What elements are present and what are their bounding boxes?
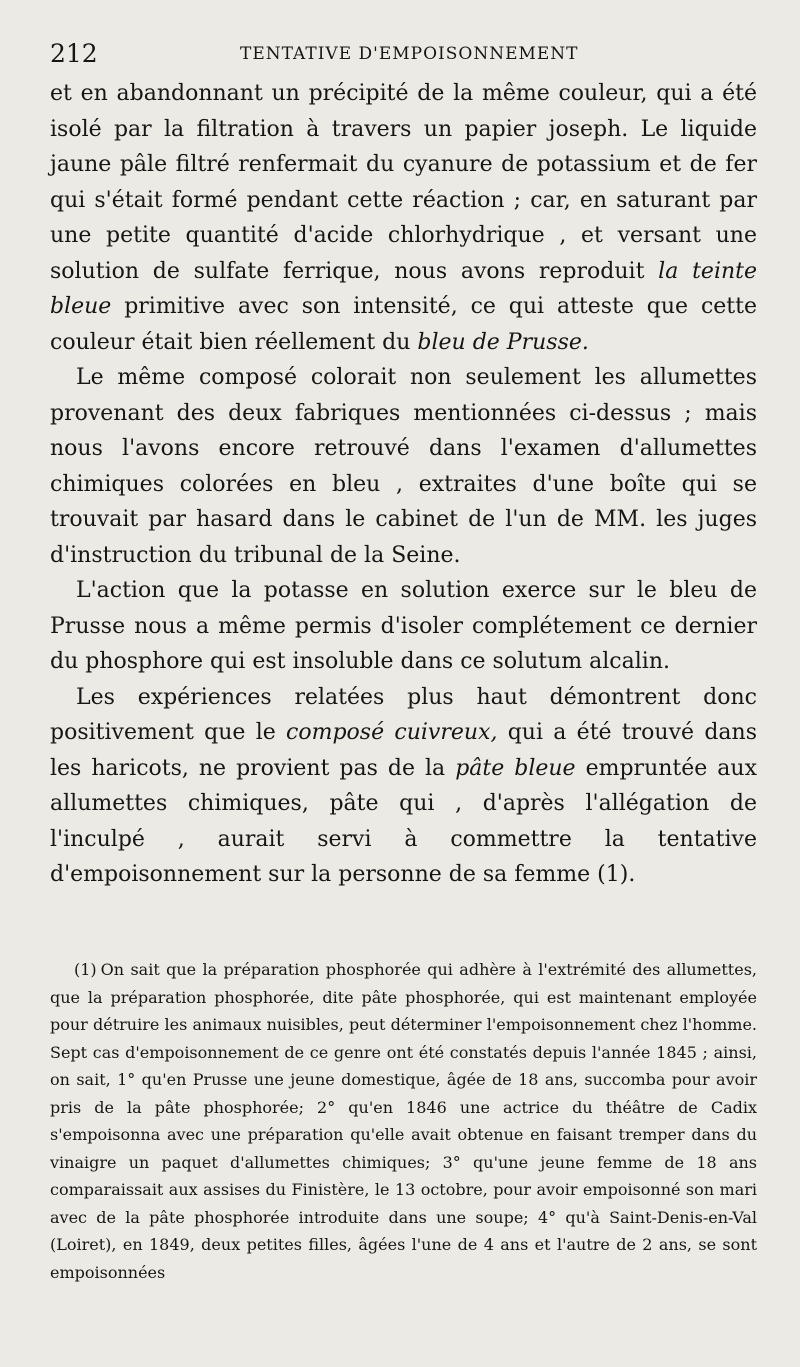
footnote (50, 956, 757, 1286)
paragraph-3 (50, 573, 757, 680)
running-head: TENTATIVE D'EMPOISONNEMENT (240, 44, 579, 64)
paragraph-1-text-b: primitive avec son intensité, ce qui atteste que cette couleur était bien réellement du (50, 294, 757, 355)
paragraph-3-text: L'action que la potasse en solution exerce sur le bleu de Prusse nous a même permis d'isoler complétement ce dernier du phosphore qui est insoluble dans ce solutum alcalin. (50, 578, 757, 674)
body-text (50, 76, 757, 893)
paragraph-1-emphasis-b: bleu de Prusse. (417, 329, 589, 355)
paragraph-4-text-a: Les expériences relatées plus haut démontrent donc positivement que le (50, 684, 757, 745)
paragraph-4-text-c: empruntée aux allumettes chimiques, pâte qui , d'après l'allégation de l'inculpé , aurait servi à commettre la tentative d'empoisonnement sur la personne de sa femme (1). (50, 755, 757, 887)
paragraph-4 (50, 680, 757, 893)
page-header (50, 38, 760, 70)
paragraph-4-emphasis-b: pâte bleue (455, 755, 576, 781)
paragraph-1-text-a: et en abandonnant un précipité de la même couleur, qui a été isolé par la filtration à travers un papier joseph. Le liquide jaune pâle filtré renfermait du cyanure de potassium et de fer qui s'était formé pendant cette réaction ; car, en saturant par une petite quantité d'acide chlorhydrique , et versant une solution de sulfate ferrique, nous avons reproduit (50, 81, 757, 284)
paragraph-1-emphasis-a: la teinte bleue (50, 258, 758, 319)
paragraph-1 (50, 76, 757, 360)
footnote-paragraph (50, 956, 757, 1286)
footnote-mark: (1) (74, 960, 97, 979)
page-number: 212 (50, 39, 98, 68)
paragraph-2 (50, 360, 757, 573)
paragraph-4-emphasis-a: composé cuivreux, (286, 720, 498, 745)
paragraph-2-text: Le même composé colorait non seulement les allumettes provenant des deux fabriques mentionnées ci-dessus ; mais nous l'avons encore retrouvé dans l'examen d'allumettes chimiques colorées en bleu , extraites d'une boîte qui se trouvait par hasard dans le cabinet de l'un de MM. les juges d'instruction du tribunal de la Seine. (50, 365, 757, 568)
paragraph-4-text-b: qui a été trouvé dans les haricots, ne provient pas de la (50, 720, 757, 781)
footnote-text: On sait que la préparation phosphorée qui adhère à l'extrémité des allumettes, que la préparation phosphorée, dite pâte phosphorée, qui est maintenant employée pour détruire les animaux nuisibles, peut déterminer l'empoisonnement chez l'homme. Sept cas d'empoisonnement de ce genre ont été constatés depuis l'année 1845 ; ainsi, on sait, 1° qu'en Prusse une jeune domestique, âgée de 18 ans, succomba pour avoir pris de la pâte phosphorée; 2° qu'en 1846 une actrice du théâtre de Cadix s'empoisonna avec une préparation qu'elle avait obtenue en faisant tremper dans du vinaigre un paquet d'allumettes chimiques; 3° qu'une jeune femme de 18 ans comparaissait aux assises du Finistère, le 13 octobre, pour avoir empoisonné son mari avec de la pâte phosphorée introduite dans une soupe; 4° qu'à Saint-Denis-en-Val (Loiret), en 1849, deux petites filles, âgées l'une de 4 ans et l'autre de 2 ans, se sont empoisonnées (50, 960, 757, 1282)
